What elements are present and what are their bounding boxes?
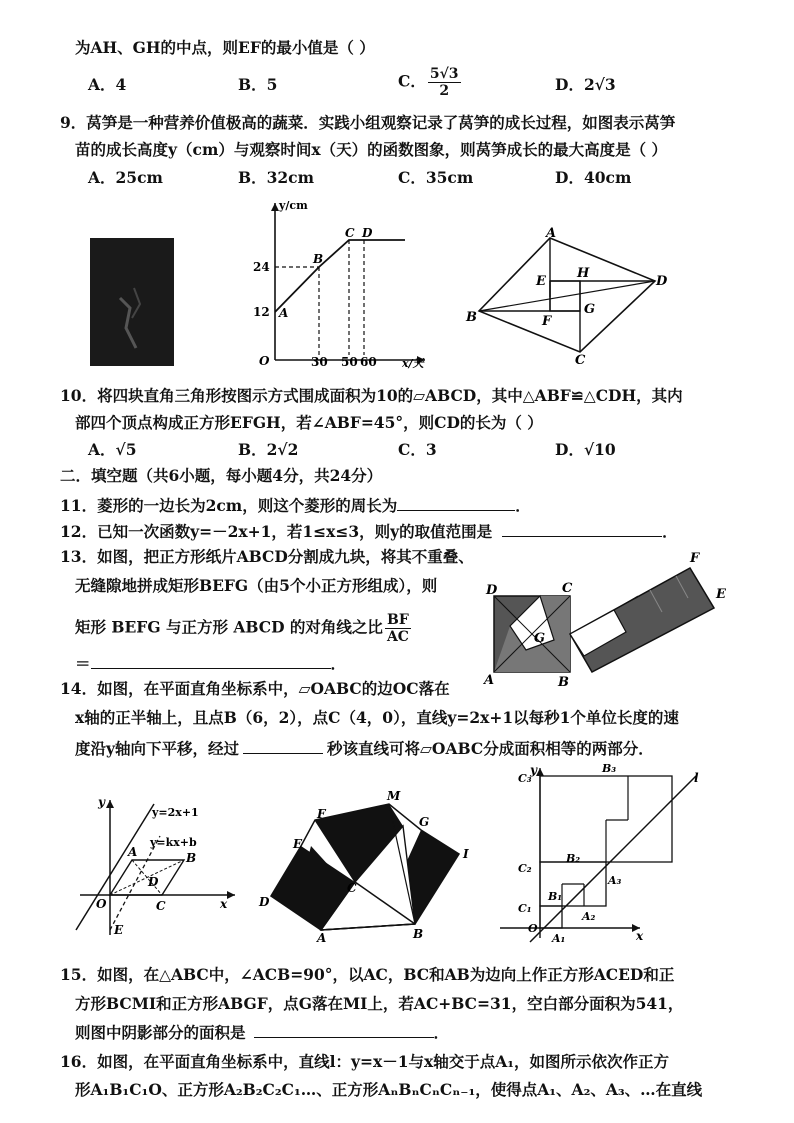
- fig14-label-c: C: [156, 899, 166, 913]
- fig15-three-squares: [255, 790, 475, 945]
- q14-line1: 14．如图，在平面直角坐标系中，▱OABC的边OC落在: [60, 679, 450, 698]
- q8-option-b[interactable]: B．5: [238, 75, 278, 94]
- fig16-label-a2: A₂: [582, 910, 596, 923]
- fig13-label-e: E: [716, 587, 726, 602]
- lettuce-photo-texture: [90, 238, 174, 366]
- q10-option-c[interactable]: C．3: [398, 440, 437, 459]
- graph-point-b: B: [313, 252, 324, 266]
- q14-line3a: 度沿y轴向下平移，经过: [75, 739, 240, 758]
- fig16-x-label: x: [636, 929, 644, 943]
- fig14-coordinate-parallelogram: [70, 790, 245, 940]
- fig16-origin: O: [528, 922, 538, 935]
- q14-line3b: 秒该直线可将▱OABC分成面积相等的两部分．: [327, 739, 654, 758]
- fig14-label-e: E: [114, 923, 124, 937]
- q13-equals: ＝: [75, 654, 91, 673]
- graph-xlabel: x/天: [402, 357, 424, 370]
- fig16-label-b2: B₂: [566, 852, 581, 865]
- fig16-label-b1: B₁: [548, 890, 563, 903]
- fig14-line1-label: y=2x+1: [152, 806, 199, 819]
- q11-text: [60, 494, 531, 516]
- fig15-label-a: A: [317, 931, 327, 945]
- q15-line3-text: 则图中阴影部分的面积是: [75, 1023, 246, 1042]
- q10-option-a[interactable]: A．√5: [88, 440, 137, 459]
- fig16-staircase-squares: [490, 760, 710, 945]
- para-label-d: D: [656, 274, 668, 289]
- fig15-label-i: I: [463, 847, 469, 861]
- fig14-y-label: y: [98, 795, 105, 809]
- para-label-c: C: [575, 353, 586, 365]
- q15-answer-blank[interactable]: [254, 1021, 434, 1038]
- fig16-label-a1: A₁: [552, 932, 566, 945]
- para-label-b: B: [466, 310, 477, 325]
- q8-option-c-prefix: C．: [398, 71, 426, 91]
- fig16-y-label: y: [530, 763, 537, 777]
- q12-end: ．: [662, 522, 678, 541]
- q15-line1: 15．如图，在△ABC中，∠ACB=90°，以AC，BC和AB为边向上作正方形ACED和正: [60, 965, 675, 984]
- q12-answer-blank[interactable]: [502, 520, 662, 537]
- fig15-label-g: G: [419, 815, 430, 829]
- fig16-label-c3: C₃: [518, 772, 532, 785]
- q14-answer-blank[interactable]: [243, 737, 323, 754]
- fig13-label-c: C: [562, 581, 573, 596]
- fig13-label-a: A: [484, 673, 495, 688]
- q13-fraction: [385, 612, 411, 645]
- graph-xtick-60: 60: [360, 355, 377, 369]
- fig15-label-b: B: [413, 927, 424, 941]
- q9-line1: 9．莴笋是一种营养价值极高的蔬菜．实践小组观察记录了莴笋的成长过程，如图表示莴笋: [60, 113, 676, 132]
- q8-option-c[interactable]: [398, 66, 463, 99]
- q15-end: ．: [433, 1023, 450, 1042]
- fig13-label-b: B: [558, 675, 569, 690]
- q9-option-c[interactable]: C．35cm: [398, 168, 474, 187]
- fig13-label-g: G: [534, 631, 546, 646]
- q16-line1: 16．如图，在平面直角坐标系中，直线l：y=x－1与x轴交于点A₁，如图所示依次作正方: [60, 1052, 670, 1071]
- q11-stem: 11．菱形的一边长为2cm，则这个菱形的周长为: [60, 496, 398, 515]
- q9-option-a[interactable]: A．25cm: [88, 168, 163, 187]
- q8-stem: 为AH、GH的中点，则EF的最小值是（ ）: [75, 38, 375, 57]
- q15-line2: 方形BCMI和正方形ABGF，点G落在MI上，若AC+BC=31，空白部分面积为541，: [75, 994, 684, 1013]
- lettuce-photo: [90, 238, 174, 366]
- q13-line2: 无缝隙地拼成矩形BEFG（由5个小正方形组成），则: [75, 576, 438, 595]
- fig16-label-a3: A₃: [608, 874, 622, 887]
- graph-point-d: D: [362, 226, 373, 240]
- q9-option-b[interactable]: B．32cm: [238, 168, 315, 187]
- graph-point-c: C: [345, 226, 355, 240]
- para-label-a: A: [546, 226, 557, 241]
- graph-origin: O: [259, 354, 270, 368]
- q8-option-d[interactable]: D．2√3: [555, 75, 616, 94]
- fig14-label-a: A: [128, 845, 138, 859]
- fig14-label-d: D: [148, 875, 159, 889]
- q10-option-b[interactable]: B．2√2: [238, 440, 299, 459]
- q13-answer-blank[interactable]: [91, 652, 331, 669]
- fig16-label-c2: C₂: [518, 862, 532, 875]
- graph-ytick-12: 12: [253, 305, 270, 319]
- q8-c-num: 5√3: [429, 66, 459, 82]
- para-label-g: G: [584, 302, 596, 317]
- q15-line3: [75, 1021, 449, 1043]
- fig16-label-b3: B₃: [602, 762, 617, 775]
- q10-line2: 部四个顶点构成正方形EFGH，若∠ABF=45°，则CD的长为（ ）: [75, 413, 543, 432]
- q9-line2: 苗的成长高度y（cm）与观察时间x（天）的函数图象，则莴笋成长的最大高度是（ ）: [75, 140, 667, 159]
- q8-option-a[interactable]: A．4: [88, 75, 127, 94]
- fig15-label-c: C: [347, 881, 357, 895]
- fig14-origin: O: [96, 897, 107, 911]
- para-label-f: F: [542, 314, 552, 329]
- fig13-label-d: D: [486, 583, 498, 598]
- q13-line3: [75, 612, 413, 645]
- fig15-label-e: E: [293, 837, 303, 851]
- q13-line1: 13．如图，把正方形纸片ABCD分割成九块，将其不重叠、: [60, 547, 474, 566]
- q13-end: ．: [330, 654, 347, 673]
- q11-answer-blank[interactable]: [397, 494, 515, 511]
- q8-option-c-fraction: [428, 66, 461, 99]
- q12-stem: 12．已知一次函数y=－2x+1，若1≤x≤3，则y的取值范围是: [60, 522, 493, 541]
- graph-ylabel: y/cm: [279, 199, 308, 212]
- fig14-x-label: x: [220, 897, 228, 911]
- graph-xtick-30: 30: [311, 355, 328, 369]
- q14-line2: x轴的正半轴上，且点B（6，2），点C（4，0），直线y=2x+1以每秒1个单位长度的速: [75, 708, 679, 727]
- q8-c-den: 2: [439, 83, 450, 99]
- fig15-label-m: M: [387, 790, 401, 803]
- q9-option-d[interactable]: D．40cm: [555, 168, 632, 187]
- para-label-h: H: [577, 266, 590, 281]
- fig15-label-f: F: [317, 807, 326, 821]
- q16-line2: 形A₁B₁C₁O、正方形A₂B₂C₂C₁…、正方形AₙBₙCₙCₙ₋₁，使得点A₁、A₂、A₃、…在直线: [75, 1080, 703, 1099]
- fig14-line2-label: y=kx+b: [150, 836, 197, 849]
- fig13-label-f: F: [690, 551, 700, 566]
- growth-graph: [245, 195, 430, 380]
- fig13-square-rectangle: [480, 550, 730, 690]
- q14-line3: [75, 737, 654, 759]
- q13-line3-text: 矩形 BEFG 与正方形 ABCD 的对角线之比: [75, 617, 383, 637]
- q10-line1: 10．将四块直角三角形按图示方式围成面积为10的▱ABCD，其中△ABF≌△CDH，其内: [60, 386, 683, 405]
- fig15-label-d: D: [259, 895, 270, 909]
- q12-text: [60, 520, 678, 542]
- parallelogram-figure: [462, 225, 672, 365]
- fig16-line-l: l: [694, 771, 699, 785]
- para-label-e: E: [536, 274, 546, 289]
- q10-option-d[interactable]: D．√10: [555, 440, 616, 459]
- q13-line4: [75, 652, 346, 674]
- q13-frac-den: AC: [386, 629, 409, 645]
- fig14-label-b: B: [186, 851, 197, 865]
- graph-ytick-24: 24: [253, 260, 270, 274]
- section-title-fill-in: 二．填空题（共6小题，每小题4分，共24分）: [60, 466, 383, 485]
- fig16-label-c1: C₁: [518, 902, 532, 915]
- q11-end: ．: [515, 496, 531, 515]
- graph-point-a: A: [279, 306, 289, 320]
- graph-xtick-50: 50: [341, 355, 358, 369]
- q13-frac-num: BF: [385, 612, 411, 629]
